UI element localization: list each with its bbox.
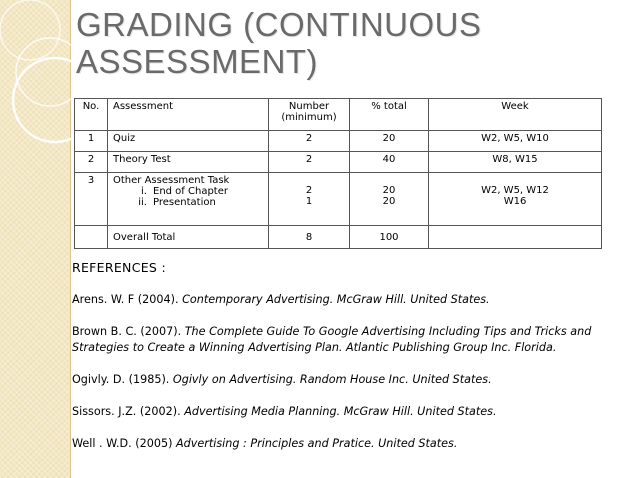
header-no: No.: [75, 99, 108, 131]
row-assessment: Theory Test: [108, 152, 269, 173]
total-percent: 100: [350, 226, 429, 249]
table-header-row: [75, 99, 602, 131]
reference-author: Sissors. J.Z. (2002).: [72, 405, 185, 418]
row-number-2: 1: [305, 196, 313, 207]
row-assessment: [108, 173, 269, 226]
row-percent-2: 20: [382, 196, 396, 207]
header-assessment: Assessment: [108, 99, 269, 131]
row-assessment: Quiz: [108, 131, 269, 152]
row-no: 2: [75, 152, 108, 173]
reference-author: Well . W.D. (2005): [72, 437, 176, 450]
row-week: [429, 173, 602, 226]
row-number: 2: [269, 131, 350, 152]
sub-item-label: End of Chapter: [153, 186, 228, 197]
header-week: Week: [429, 99, 602, 131]
header-percent: % total: [350, 99, 429, 131]
references-section: [72, 260, 632, 468]
total-label: Overall Total: [108, 226, 269, 249]
table-row: [75, 173, 602, 226]
header-number: [269, 99, 350, 131]
row-no: 3: [75, 173, 108, 226]
reference-item: [72, 404, 632, 420]
total-number: 8: [269, 226, 350, 249]
table-total-row: [75, 226, 602, 249]
row-week: W8, W15: [429, 152, 602, 173]
row-number: 2: [269, 152, 350, 173]
row-week: W2, W5, W10: [429, 131, 602, 152]
reference-item: [72, 292, 632, 308]
row-no: 1: [75, 131, 108, 152]
reference-author: Arens. W. F (2004).: [72, 293, 183, 306]
row-percent: 20: [350, 131, 429, 152]
reference-item: [72, 372, 632, 388]
grading-table: [74, 98, 602, 249]
row-assessment-main: Other Assessment Task: [113, 175, 230, 186]
reference-author: Ogivly. D. (1985).: [72, 373, 173, 386]
row-percent: 40: [350, 152, 429, 173]
reference-item: [72, 436, 632, 452]
reference-work: Ogivly on Advertising. Random House Inc. United States.: [172, 373, 492, 386]
total-week: [429, 226, 602, 249]
sub-item-numeral: ii.: [138, 197, 147, 208]
reference-work: The Complete Guide To Google Advertising Including Tips and Tricks and Strategies to Create a Winning Advertising Plan. Atlantic Publishing Group Inc. Florida.: [72, 325, 592, 354]
reference-work: Contemporary Advertising. McGraw Hill. United States.: [182, 293, 490, 306]
row-percent: [350, 173, 429, 226]
references-heading: REFERENCES :: [72, 260, 166, 275]
reference-item: [72, 324, 632, 356]
sub-item: [113, 197, 263, 208]
slide-title: [76, 6, 616, 80]
sub-item-label: Presentation: [153, 197, 216, 208]
reference-work: Advertising Media Planning. McGraw Hill. United States.: [184, 405, 497, 418]
sub-item-numeral: i.: [141, 186, 147, 197]
table-row: [75, 131, 602, 152]
slide-title-line1: GRADING (CONTINUOUS: [76, 6, 482, 43]
row-percent-1: 20: [382, 185, 396, 196]
table-row: [75, 152, 602, 173]
header-number-line1: Number: [288, 101, 330, 112]
row-week-line2: W16: [503, 196, 527, 207]
total-no: [75, 226, 108, 249]
row-number: [269, 173, 350, 226]
row-week-line1: W2, W5, W12: [481, 185, 549, 196]
header-number-line2: (minimum): [281, 112, 337, 123]
row-number-1: 2: [305, 185, 313, 196]
sub-item: [113, 186, 263, 197]
reference-work: Advertising : Principles and Pratice. United States.: [176, 437, 458, 450]
slide-title-line2: ASSESSMENT): [76, 43, 319, 80]
reference-author: Brown B. C. (2007).: [72, 325, 185, 338]
